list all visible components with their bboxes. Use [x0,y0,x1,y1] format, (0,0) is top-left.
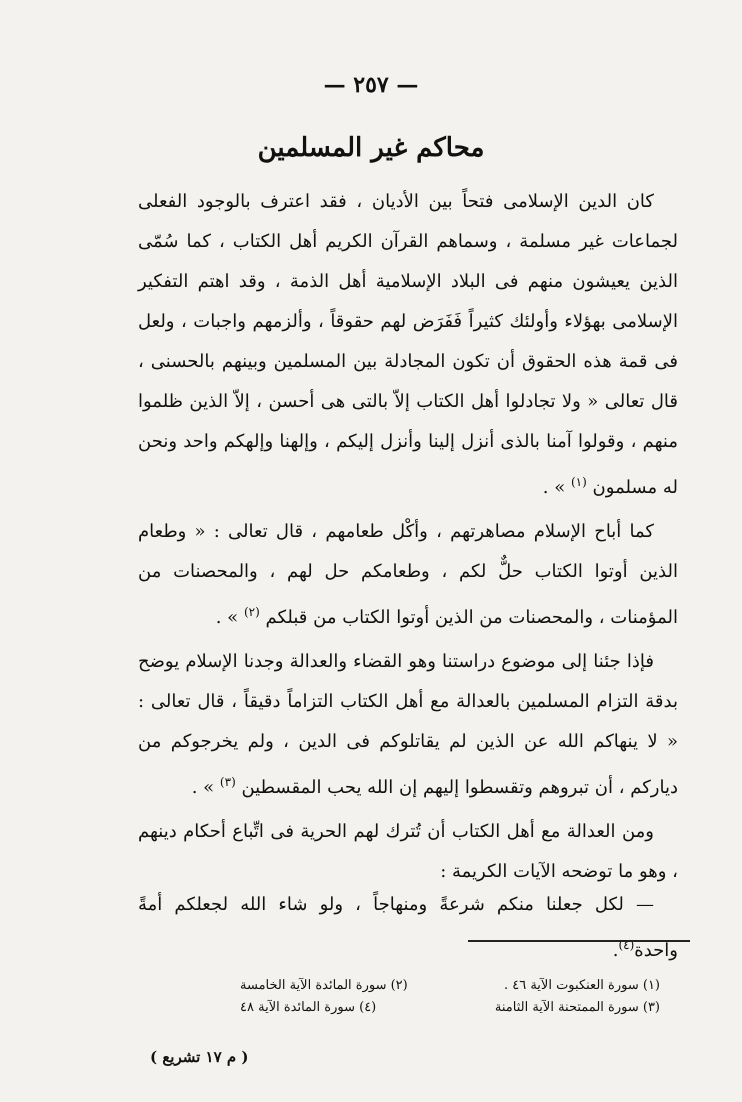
paragraph-5-text: — لكل جعلنا منكم شرعةً ومنهاجاً ، ولو شاء الله لجعلكم أمةً واحدة [138,894,678,961]
page-number: — ٢٥٧ — [323,72,419,98]
paragraph-4 [138,812,678,892]
footnote-row-2 [240,997,660,1019]
footnote-ref-4: (٤) [618,938,635,952]
paragraph-2 [138,512,678,638]
print-signature-mark: ( م ١٧ تشريع ) [150,1048,249,1066]
footnotes [240,975,660,1019]
footnote-3: (٣) سورة الممتحنة الآية الثامنة [494,1000,660,1015]
paragraph-1 [138,182,678,508]
paragraph-2-text: كما أباح الإسلام مصاهرتهم ، وأكْل طعامهم ، قال تعالى : « وطعام الذين أوتوا الكتاب حلٌّ لكم ، وطعامكم حل لهم ، والمحصنات من المؤمنات ، والمحصنات من الذين أوتوا الكتاب من قبلكم [138,521,678,628]
footnote-4: (٤) سورة المائدة الآية ٤٨ [240,1000,377,1015]
paragraph-3 [138,642,678,808]
footnote-2: (٢) سورة المائدة الآية الخامسة [240,978,408,993]
paragraph-3-text: فإذا جئنا إلى موضوع دراستنا وهو القضاء والعدالة وجدنا الإسلام يوضح بدقة التزام المسلمين بالعدالة مع أهل الكتاب التزاماً دقيقاً ، قال تعالى : « لا ينهاكم الله عن الذين لم يقاتلوكم فى الدين ، ولم يخرجوكم من دياركم ، أن تبروهم وتقسطوا إليهم إن الله يحب المقسطين [138,651,678,798]
paragraph-4-text: ومن العدالة مع أهل الكتاب أن تُترك لهم الحرية فى اتِّباع أحكام دينهم ، وهو ما توضحه الآيات الكريمة : [138,821,678,882]
footnote-row-1 [240,975,660,997]
section-title: محاكم غير المسلمين [257,133,485,163]
footnote-1: (١) سورة العنكبوت الآية ٤٦ . [503,978,660,993]
footnote-ref-3: (٣) [219,775,236,789]
period-5: . [612,940,619,961]
footnote-ref-1: (١) [570,475,587,489]
footnote-separator [468,940,690,942]
quote-close-1: » . [542,477,566,498]
quote-close-3: » . [191,777,215,798]
paragraph-1-text: كان الدين الإسلامى فتحاً بين الأديان ، فقد اعترف بالوجود الفعلى لجماعات غير مسلمة ، وسماهم القرآن الكريم أهل الكتاب ، كما سُمّى الذين يعيشون منهم فى البلاد الإسلامية أهل الذمة ، وقد اهتم التفكير الإسلامى بهؤلاء وأولئك كثيراً فَفَرَض لهم حقوقاً ، وألزمهم واجبات ، ولعل فى قمة هذه الحقوق أن تكون المجادلة بين المسلمين وبينهم بالحسنى ، قال تعالى « ولا تجادلوا أهل الكتاب إلاّ بالتى هى أحسن ، إلاّ الذين ظلموا منهم ، وقولوا آمنا بالذى أنزل إلينا وأنزل إليكم ، وإلهنا وإلهكم واحد ونحن له مسلمون [138,191,678,498]
footnote-ref-2: (٢) [243,605,260,619]
quote-close-2: » . [215,607,239,628]
paragraph-5 [138,885,678,971]
